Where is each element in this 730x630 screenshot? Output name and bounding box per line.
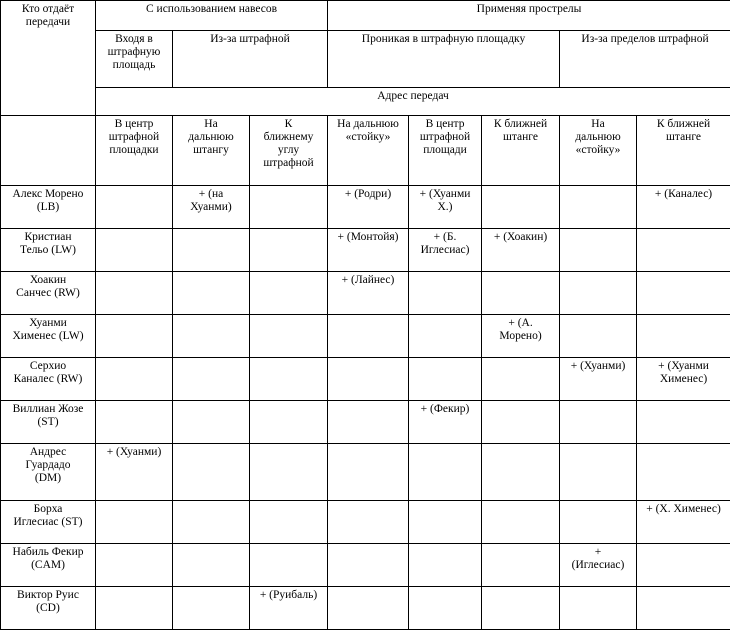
pass-cell: + (Монтойя) bbox=[328, 229, 409, 272]
pass-cell bbox=[173, 544, 250, 587]
player-cell: Набиль Фекир (CAM) bbox=[1, 544, 96, 587]
pass-cell bbox=[637, 587, 730, 630]
pass-cell bbox=[482, 444, 560, 501]
pass-cell bbox=[560, 272, 637, 315]
pass-cell bbox=[328, 444, 409, 501]
pass-cell bbox=[96, 544, 173, 587]
target-header: К ближней штанге bbox=[637, 116, 730, 186]
table-row bbox=[1, 186, 730, 229]
pass-cell bbox=[173, 358, 250, 401]
pass-cell: + (Хоакин) bbox=[482, 229, 560, 272]
player-cell: Серхио Каналес (RW) bbox=[1, 358, 96, 401]
table-body bbox=[1, 186, 730, 630]
header-from-outside: Из-за штрафной bbox=[173, 31, 328, 88]
pass-cell bbox=[409, 544, 482, 587]
pass-cell: + (Иглесиас) bbox=[560, 544, 637, 587]
pass-cell bbox=[250, 229, 328, 272]
pass-cell bbox=[637, 444, 730, 501]
pass-cell: + (Лайнес) bbox=[328, 272, 409, 315]
table-row bbox=[1, 315, 730, 358]
pass-cell bbox=[96, 186, 173, 229]
pass-cell: + (Хуанми Х.) bbox=[409, 186, 482, 229]
pass-cell bbox=[637, 229, 730, 272]
pass-cell bbox=[250, 272, 328, 315]
table-row bbox=[1, 401, 730, 444]
pass-cell bbox=[637, 272, 730, 315]
pass-cell bbox=[173, 229, 250, 272]
pass-cell bbox=[560, 315, 637, 358]
pass-cell bbox=[328, 315, 409, 358]
table-row bbox=[1, 272, 730, 315]
pass-cell bbox=[560, 186, 637, 229]
pass-cell bbox=[96, 587, 173, 630]
table-row bbox=[1, 501, 730, 544]
pass-cell bbox=[173, 587, 250, 630]
header-outside-box: Из-за пределов штрафной bbox=[560, 31, 730, 88]
pass-cell bbox=[560, 501, 637, 544]
pass-cell bbox=[560, 401, 637, 444]
target-header: К ближней штанге bbox=[482, 116, 560, 186]
target-header: В центр штрафной площадки bbox=[96, 116, 173, 186]
target-header: В центр штрафной площади bbox=[409, 116, 482, 186]
pass-cell bbox=[250, 358, 328, 401]
player-cell: Алекс Морено (LB) bbox=[1, 186, 96, 229]
pass-cell bbox=[409, 272, 482, 315]
pass-cell: + (Хуанми Хименес) bbox=[637, 358, 730, 401]
target-header: На дальнюю «стойку» bbox=[328, 116, 409, 186]
pass-cell bbox=[560, 587, 637, 630]
pass-cell bbox=[409, 444, 482, 501]
target-header: На дальнюю «стойку» bbox=[560, 116, 637, 186]
target-header: На дальнюю штангу bbox=[173, 116, 250, 186]
pass-cell bbox=[250, 401, 328, 444]
pass-cell bbox=[96, 401, 173, 444]
player-cell: Борха Иглесиас (ST) bbox=[1, 501, 96, 544]
header-crosses: С использованием навесов bbox=[96, 1, 328, 31]
pass-cell: + (Родри) bbox=[328, 186, 409, 229]
table-row bbox=[1, 587, 730, 630]
pass-cell bbox=[482, 501, 560, 544]
pass-cell bbox=[328, 358, 409, 401]
pass-cell: + (Хуанми) bbox=[96, 444, 173, 501]
pass-cell bbox=[409, 358, 482, 401]
header-passer: Кто отдаёт передачи bbox=[1, 1, 96, 116]
pass-cell bbox=[409, 587, 482, 630]
table-row bbox=[1, 544, 730, 587]
pass-cell bbox=[482, 587, 560, 630]
header-from-penalty: Входя в штрафную площадь bbox=[96, 31, 173, 88]
pass-cell: + (А. Морено) bbox=[482, 315, 560, 358]
table-row bbox=[1, 358, 730, 401]
pass-cell bbox=[173, 444, 250, 501]
player-cell: Виктор Руис (CD) bbox=[1, 587, 96, 630]
pass-cell bbox=[637, 315, 730, 358]
pass-cell bbox=[250, 544, 328, 587]
pass-cell bbox=[482, 401, 560, 444]
player-cell: Хуанми Хименес (LW) bbox=[1, 315, 96, 358]
pass-cell bbox=[96, 229, 173, 272]
pass-cell bbox=[250, 186, 328, 229]
pass-cell bbox=[409, 501, 482, 544]
pass-cell: + (Каналес) bbox=[637, 186, 730, 229]
player-cell: Кристиан Тельо (LW) bbox=[1, 229, 96, 272]
pass-cell bbox=[560, 229, 637, 272]
pass-cell bbox=[560, 444, 637, 501]
pass-cell: + (Хуанми) bbox=[560, 358, 637, 401]
pass-cell bbox=[250, 501, 328, 544]
player-cell: Виллиан Жозе (ST) bbox=[1, 401, 96, 444]
table-row bbox=[1, 229, 730, 272]
pass-cell bbox=[328, 501, 409, 544]
table-row bbox=[1, 444, 730, 501]
pass-cell: + (Руибаль) bbox=[250, 587, 328, 630]
pass-cell bbox=[250, 444, 328, 501]
pass-cell bbox=[173, 501, 250, 544]
pass-cell: + (Б. Иглесиас) bbox=[409, 229, 482, 272]
target-header: К ближнему углу штрафной bbox=[250, 116, 328, 186]
pass-cell bbox=[637, 544, 730, 587]
player-cell: Андрес Гуардадо (DM) bbox=[1, 444, 96, 501]
pass-cell bbox=[173, 315, 250, 358]
pass-cell: + (Х. Хименес) bbox=[637, 501, 730, 544]
pass-cell bbox=[482, 358, 560, 401]
header-into-box: Проникая в штрафную площадку bbox=[328, 31, 560, 88]
pass-cell bbox=[96, 272, 173, 315]
pass-cell bbox=[328, 401, 409, 444]
pass-cell bbox=[637, 401, 730, 444]
player-cell: Хоакин Санчес (RW) bbox=[1, 272, 96, 315]
pass-cell bbox=[96, 315, 173, 358]
pass-cell bbox=[409, 315, 482, 358]
header-cutbacks: Применяя прострелы bbox=[328, 1, 730, 31]
pass-cell bbox=[482, 544, 560, 587]
pass-cell bbox=[96, 501, 173, 544]
pass-cell bbox=[482, 272, 560, 315]
pass-cell bbox=[173, 401, 250, 444]
pass-cell bbox=[250, 315, 328, 358]
pass-cell bbox=[173, 272, 250, 315]
pass-cell bbox=[482, 186, 560, 229]
pass-cell bbox=[328, 544, 409, 587]
header-address: Адрес передач bbox=[96, 88, 730, 116]
pass-cell: + (Фекир) bbox=[409, 401, 482, 444]
pass-cell bbox=[96, 358, 173, 401]
pass-cell bbox=[328, 587, 409, 630]
pass-cell: + (на Хуанми) bbox=[173, 186, 250, 229]
